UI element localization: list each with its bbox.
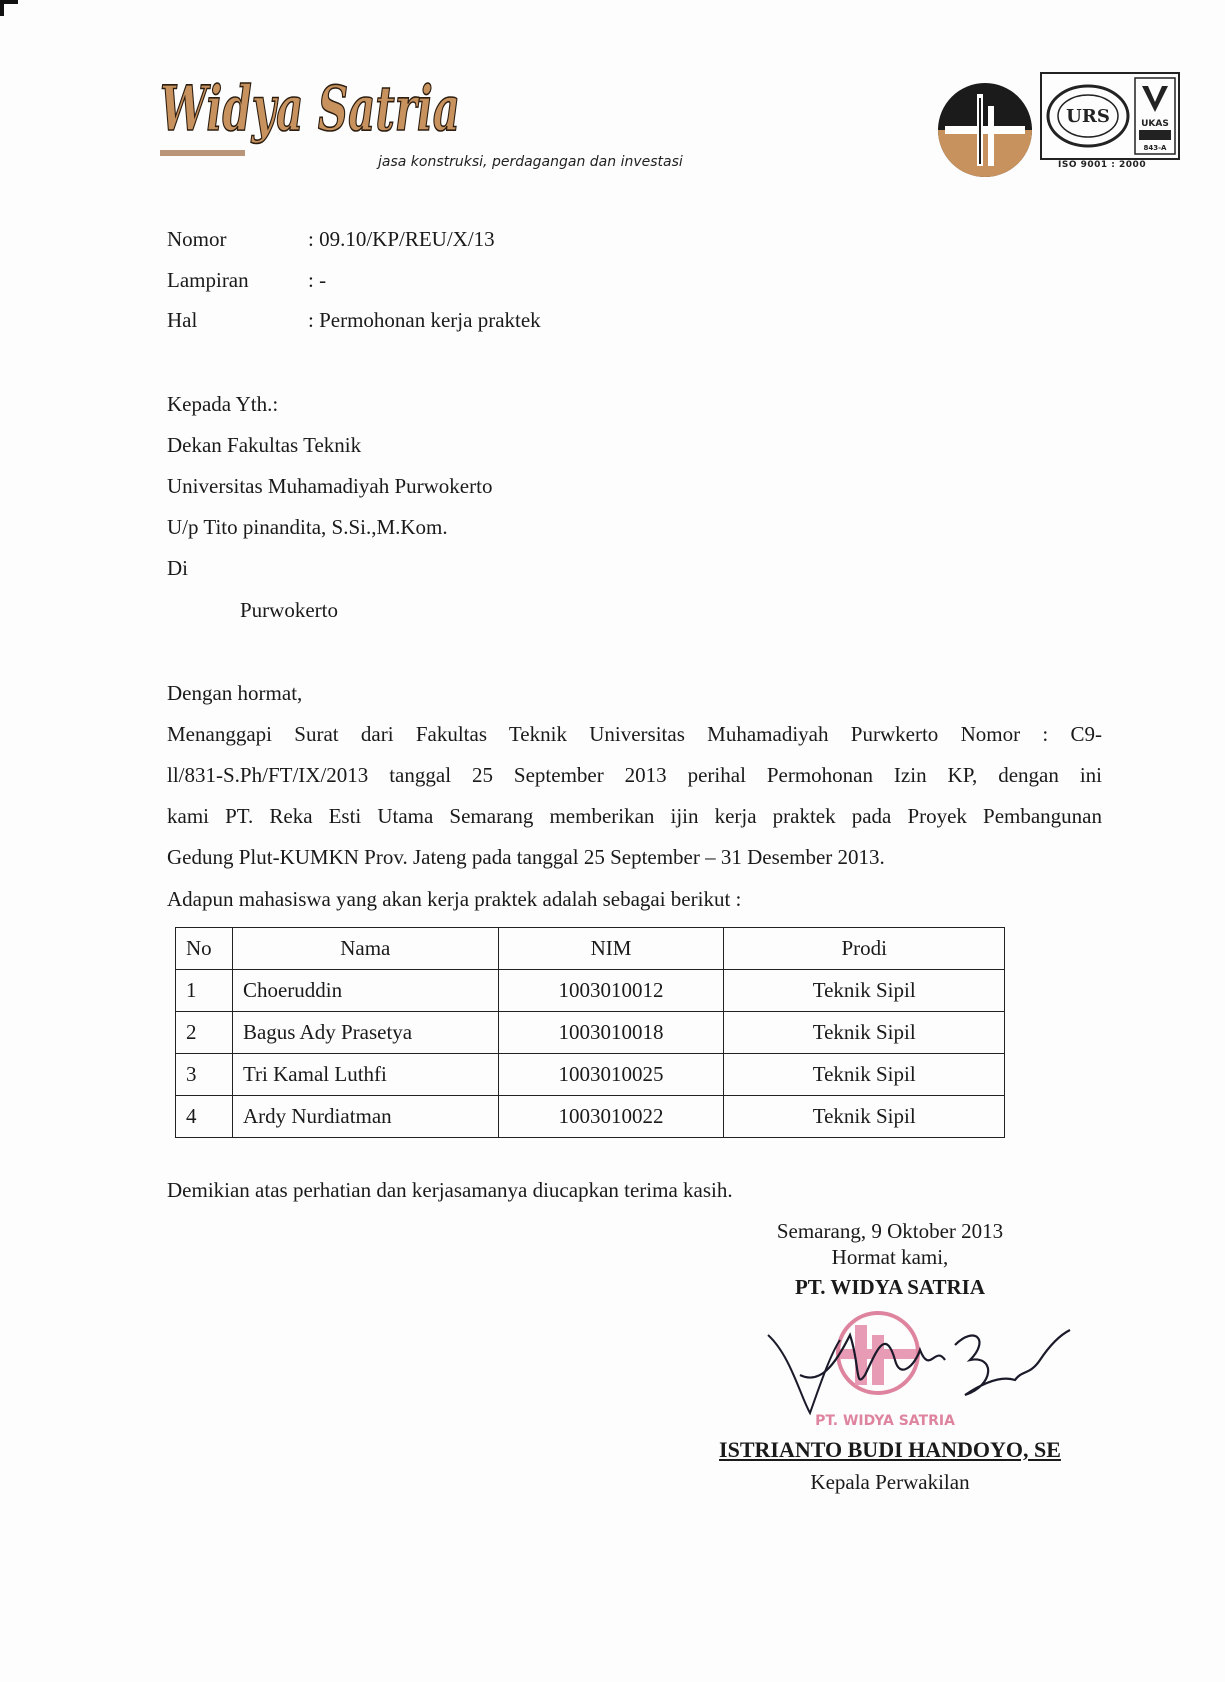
iso-certification-label: ISO 9001 : 2000 <box>1058 160 1147 170</box>
closing-sentence: Demikian atas perhatian dan kerjasamanya diucapkan terima kasih. <box>167 1178 733 1202</box>
cell-nama: Bagus Ady Prasetya <box>232 1012 498 1054</box>
lampiran-value: : - <box>308 268 327 292</box>
paragraph-line: Gedung Plut-KUMKN Prov. Jateng pada tanggal 25 September – 31 Desember 2013. <box>167 845 885 869</box>
column-header-no: No <box>176 928 233 970</box>
nomor-label: Nomor <box>167 227 227 251</box>
table-row <box>176 970 1005 1012</box>
recipient-line-4: Di <box>167 556 188 580</box>
cell-nim: 1003010025 <box>498 1054 724 1096</box>
signature-and-stamp <box>760 1305 1080 1435</box>
cell-prodi: Teknik Sipil <box>724 970 1005 1012</box>
cell-no: 2 <box>176 1012 233 1054</box>
cell-nama: Tri Kamal Luthfi <box>232 1054 498 1096</box>
company-tagline: jasa konstruksi, perdagangan dan investasi <box>378 154 683 170</box>
table-row <box>176 1054 1005 1096</box>
signer-name: ISTRIANTO BUDI HANDOYO, SE <box>719 1437 1061 1462</box>
urs-badge-text: URS <box>1066 106 1110 127</box>
salutation: Dengan hormat, <box>167 681 303 705</box>
hal-value: : Permohonan kerja praktek <box>308 308 541 332</box>
regards: Hormat kami, <box>831 1245 949 1269</box>
paragraph-line: Menanggapi Surat dari Fakultas Teknik Universitas Muhamadiyah Purwkerto Nomor : C9- <box>167 722 1102 746</box>
paragraph-line: kami PT. Reka Esti Utama Semarang memberikan ijin kerja praktek pada Proyek Pembangunan <box>167 804 1102 828</box>
paragraph-line: ll/831-S.Ph/FT/IX/2013 tanggal 25 September 2013 perihal Permohonan Izin KP, dengan ini <box>167 763 1102 787</box>
table-header-row <box>176 928 1005 970</box>
hal-label: Hal <box>167 308 198 332</box>
scan-corner-mark-vertical <box>0 0 4 16</box>
svg-text:Widya Satria: Widya Satria <box>160 72 460 145</box>
recipient-line-2: Universitas Muhamadiyah Purwokerto <box>167 474 493 498</box>
cell-nim: 1003010012 <box>498 970 724 1012</box>
student-table <box>175 927 1005 1138</box>
company-stamp <box>815 1313 955 1429</box>
ukas-badge-code: 843-A <box>1143 144 1167 152</box>
cell-no: 3 <box>176 1054 233 1096</box>
cell-prodi: Teknik Sipil <box>724 1096 1005 1138</box>
body-paragraph <box>167 714 1102 878</box>
nomor-value: : 09.10/KP/REU/X/13 <box>308 227 495 251</box>
cell-nama: Choeruddin <box>232 970 498 1012</box>
lampiran-label: Lampiran <box>167 268 249 292</box>
signing-company: PT. WIDYA SATRIA <box>794 1275 986 1299</box>
company-script-logo <box>160 58 490 168</box>
column-header-nama: Nama <box>232 928 498 970</box>
ukas-badge-text: UKAS <box>1141 119 1169 129</box>
recipient-line-1: Dekan Fakultas Teknik <box>167 433 362 457</box>
stamp-text: PT. WIDYA SATRIA <box>815 1413 955 1429</box>
cell-nim: 1003010022 <box>498 1096 724 1138</box>
table-row <box>176 1012 1005 1054</box>
column-header-nim: NIM <box>498 928 724 970</box>
column-header-prodi: Prodi <box>724 928 1005 970</box>
cell-no: 4 <box>176 1096 233 1138</box>
cell-prodi: Teknik Sipil <box>724 1012 1005 1054</box>
recipient-line-3: U/p Tito pinandita, S.Si.,M.Kom. <box>167 515 448 539</box>
recipient-greeting: Kepada Yth.: <box>167 392 279 416</box>
company-emblem-icon <box>935 80 1035 180</box>
cell-prodi: Teknik Sipil <box>724 1054 1005 1096</box>
table-row <box>176 1096 1005 1138</box>
cell-nama: Ardy Nurdiatman <box>232 1096 498 1138</box>
table-intro: Adapun mahasiswa yang akan kerja praktek adalah sebagai berikut : <box>167 887 742 911</box>
recipient-city: Purwokerto <box>240 598 338 622</box>
signer-title: Kepala Perwakilan <box>810 1470 970 1494</box>
place-date: Semarang, 9 Oktober 2013 <box>776 1219 1004 1243</box>
cell-nim: 1003010018 <box>498 1012 724 1054</box>
cell-no: 1 <box>176 970 233 1012</box>
